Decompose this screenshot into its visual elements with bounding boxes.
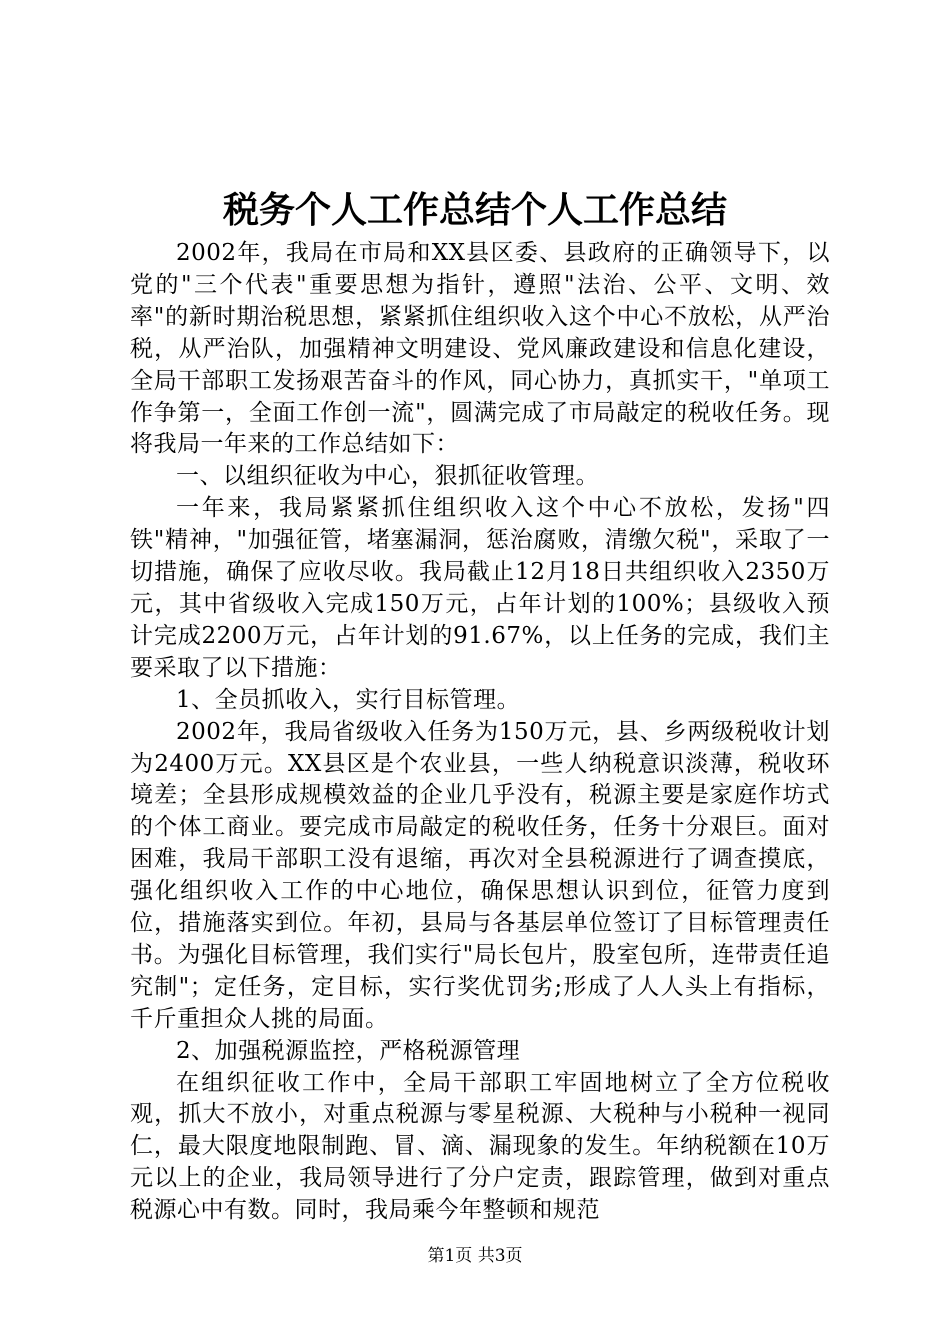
heading-subsection-1: 1、全员抓收入，实行目标管理。	[176, 686, 521, 713]
page-number-footer: 第1页 共3页	[427, 1246, 523, 1266]
paragraph-section-1: 一年来，我局紧紧抓住组织收入这个中心不放松，发扬"四铁"精神，"加强征管，堵塞漏洞，惩治腐败，清缴欠税"，采取了一切措施，确保了应收尽收。我局截止12月18日共组织收入2350万元，其中省级收入完成150万元，占年计划的100%；县级收入预计完成2200万元，占年计划的91.67%，以上任务的完成，我们主要采取了以下措施：	[130, 495, 830, 681]
paragraph-subsection-1: 2002年，我局省级收入任务为150万元，县、乡两级税收计划为2400万元。XX县区是个农业县，一些人纳税意识淡薄，税收环境差；全县形成规模效益的企业几乎没有，税源主要是家庭作坊式的个体工商业。要完成市局敲定的税收任务，任务十分艰巨。面对困难，我局干部职工没有退缩，再次对全县税源进行了调查摸底，强化组织收入工作的中心地位，确保思想认识到位，征管力度到位，措施落实到位。年初，县局与各基层单位签订了目标管理责任书。为强化目标管理，我们实行"局长包片，股室包所，连带责任追究制"；定任务，定目标，实行奖优罚劣;形成了人人头上有指标，千斤重担众人挑的局面。	[130, 718, 830, 1032]
paragraph-intro: 2002年，我局在市局和XX县区委、县政府的正确领导下，以党的"三个代表"重要思想为指针，遵照"法治、公平、文明、效率"的新时期治税思想，紧紧抓住组织收入这个中心不放松，从严治税，从严治队，加强精神文明建设、党风廉政建设和信息化建设，全局干部职工发扬艰苦奋斗的作风，同心协力，真抓实干，"单项工作争第一，全面工作创一流"，圆满完成了市局敲定的税收任务。现将我局一年来的工作总结如下：	[130, 240, 830, 458]
heading-subsection-2: 2、加强税源监控，严格税源管理	[176, 1037, 521, 1064]
heading-section-1: 一、以组织征收为中心，狠抓征收管理。	[176, 463, 599, 490]
document-body	[130, 238, 830, 1227]
document-title: 税务个人工作总结个人工作总结	[222, 189, 727, 231]
paragraph-subsection-2: 在组织征收工作中，全局干部职工牢固地树立了全方位税收观，抓大不放小，对重点税源与零星税源、大税种与小税种一视同仁，最大限度地限制跑、冒、滴、漏现象的发生。年纳税额在10万元以上的企业，我局领导进行了分户定责，跟踪管理，做到对重点税源心中有数。同时，我局乘今年整顿和规范	[130, 1069, 830, 1224]
